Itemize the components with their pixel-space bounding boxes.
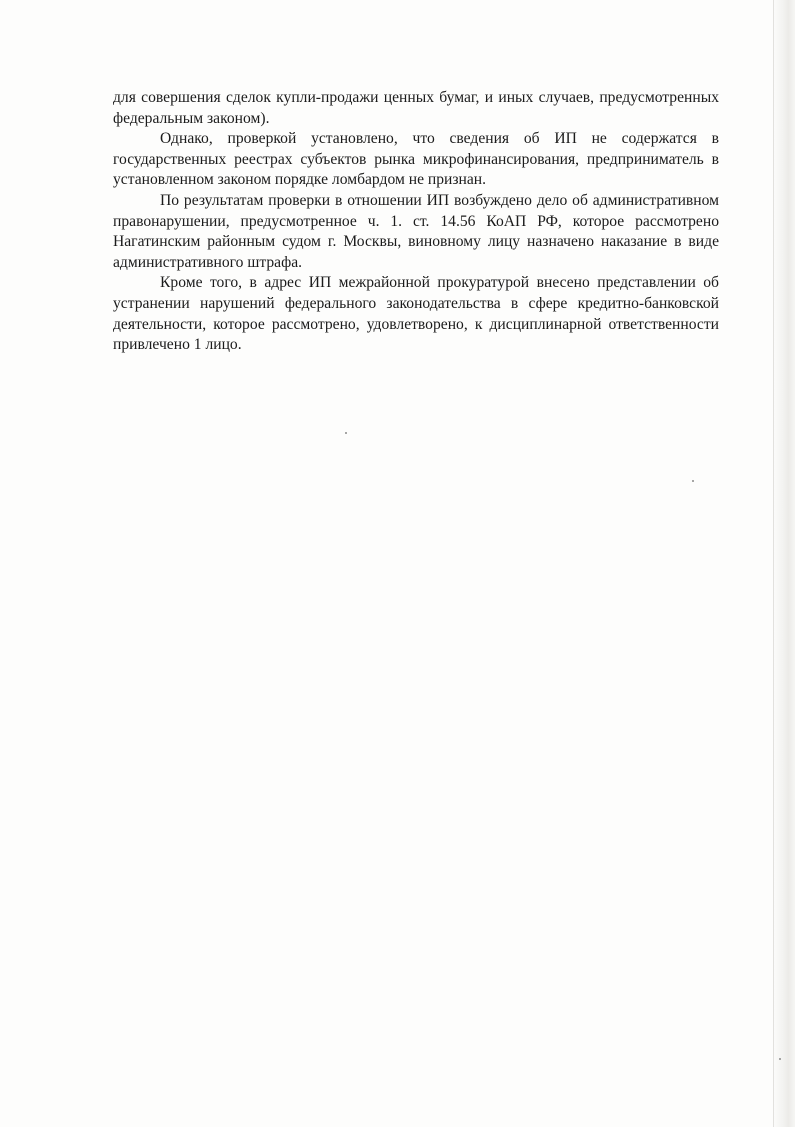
scan-speck	[779, 1058, 781, 1060]
scan-speck	[345, 432, 347, 434]
paragraph-registry-check: Однако, проверкой установлено, что сведения об ИП не содержатся в государственных реестрах субъектов рынка микрофинансирования, предприниматель в установленном законом порядке ломбардом не признан.	[113, 130, 719, 189]
paragraph-prosecutor-submission: Кроме того, в адрес ИП межрайонной прокуратурой внесено представлении об устранении нарушений федерального законодательства в сфере кредитно-банковской деятельности, которое рассмотрено, удовлетворено, к дисциплинарной ответственности привлечено 1 лицо.	[113, 274, 719, 354]
paragraph-administrative-case: По результатам проверки в отношении ИП возбуждено дело об административном правонарушении, предусмотренное ч. 1. ст. 14.56 КоАП РФ, которое рассмотрено Нагатинским районным судом г. Москвы, виновному лицу назначено наказание в виде административного штрафа.	[113, 191, 719, 271]
scan-speck	[692, 480, 694, 482]
document-body	[113, 88, 719, 356]
scan-edge-shadow	[773, 0, 795, 1127]
paragraph-continuation: для совершения сделок купли-продажи ценных бумаг, и иных случаев, предусмотренных федеральным законом).	[113, 89, 719, 127]
scan-edge-line	[773, 0, 774, 1127]
